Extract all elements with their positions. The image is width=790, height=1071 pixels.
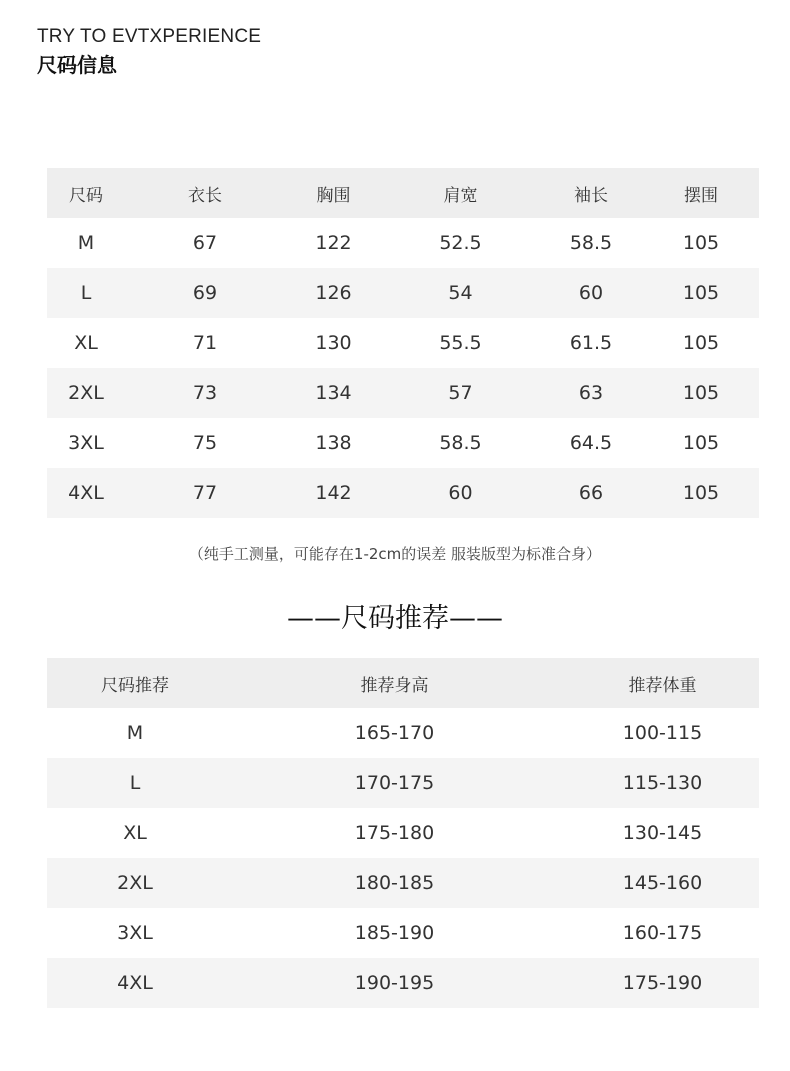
table-cell: 52.5 — [439, 232, 482, 254]
table-cell: 64.5 — [569, 432, 613, 454]
table-cell: 105 — [682, 432, 720, 454]
table-cell: 138 — [315, 432, 352, 454]
table-cell: 180-185 — [354, 872, 435, 894]
table-cell: 75 — [192, 432, 218, 454]
table-cell: L — [80, 282, 92, 304]
table-cell: 130 — [315, 332, 352, 354]
size-recommend-title: ——尺码推荐—— — [287, 603, 503, 634]
table-cell: M — [77, 232, 95, 254]
size-recommend-table — [47, 658, 759, 1008]
table-cell: 69 — [192, 282, 218, 304]
table-cell: 105 — [682, 332, 720, 354]
table-cell: 57 — [448, 382, 473, 404]
table-cell: 170-175 — [354, 772, 435, 794]
column-header-chest: 胸围 — [316, 185, 351, 206]
table-cell: 77 — [192, 482, 218, 504]
table-cell: XL — [74, 332, 98, 354]
table-cell: 105 — [682, 382, 720, 404]
column-header-recommended-weight: 推荐体重 — [628, 675, 697, 696]
table-cell: 190-195 — [354, 972, 435, 994]
table-row — [47, 858, 759, 908]
table-cell: 100-115 — [622, 722, 703, 744]
table-row — [47, 318, 759, 368]
table-cell: 175-180 — [354, 822, 435, 844]
table-cell: 61.5 — [569, 332, 613, 354]
table-cell: 2XL — [117, 872, 153, 894]
table-cell: 105 — [682, 482, 720, 504]
table-cell: XL — [123, 822, 147, 844]
brand-name: TRY TO EVTXPERIENCE — [37, 26, 262, 47]
table-cell: 63 — [578, 382, 604, 404]
page-title: 尺码信息 — [37, 53, 117, 77]
table-cell: 160-175 — [622, 922, 703, 944]
table-cell: 2XL — [68, 382, 104, 404]
table-row — [47, 368, 759, 418]
table-cell: 67 — [192, 232, 218, 254]
column-header-recommended-size: 尺码推荐 — [101, 675, 169, 696]
table-cell: 4XL — [117, 972, 153, 994]
table-header-row — [47, 658, 759, 708]
table-cell: 126 — [315, 282, 352, 304]
table-cell: 175-190 — [622, 972, 703, 994]
table-row — [47, 268, 759, 318]
table-cell: 145-160 — [622, 872, 703, 894]
table-cell: 142 — [315, 482, 352, 504]
table-cell: 73 — [192, 382, 218, 404]
table-cell: 130-145 — [622, 822, 703, 844]
table-cell: M — [126, 722, 144, 744]
table-cell: 71 — [192, 332, 218, 354]
table-cell: 165-170 — [354, 722, 435, 744]
table-cell: 115-130 — [622, 772, 703, 794]
table-cell: 60 — [578, 282, 604, 304]
table-cell: 54 — [448, 282, 473, 304]
table-cell: 105 — [682, 232, 720, 254]
table-cell: 55.5 — [439, 332, 482, 354]
size-info-table — [47, 168, 759, 518]
table-cell: 58.5 — [569, 232, 613, 254]
column-header-shoulder: 肩宽 — [443, 185, 478, 206]
table-row — [47, 418, 759, 468]
table-cell: 122 — [315, 232, 352, 254]
column-header-hem: 摆围 — [684, 185, 718, 206]
table-cell: 3XL — [117, 922, 153, 944]
table-cell: 134 — [315, 382, 352, 404]
column-header-length: 衣长 — [188, 185, 222, 206]
table-cell: 4XL — [68, 482, 104, 504]
table-cell: 66 — [578, 482, 604, 504]
table-header-row — [47, 168, 759, 218]
column-header-size: 尺码 — [69, 185, 103, 206]
table-row — [47, 708, 759, 758]
table-row — [47, 908, 759, 958]
table-row — [47, 468, 759, 518]
table-cell: 185-190 — [354, 922, 435, 944]
table-cell: 60 — [448, 482, 473, 504]
table-cell: 3XL — [68, 432, 104, 454]
table-cell: L — [129, 772, 141, 794]
column-header-sleeve: 袖长 — [574, 185, 608, 206]
table-row — [47, 218, 759, 268]
table-row — [47, 808, 759, 858]
table-cell: 58.5 — [439, 432, 482, 454]
table-row — [47, 758, 759, 808]
measurement-note: （纯手工测量，可能存在1-2cm的误差 服装版型为标准合身） — [188, 545, 602, 563]
table-cell: 105 — [682, 282, 720, 304]
table-row — [47, 958, 759, 1008]
column-header-recommended-height: 推荐身高 — [360, 675, 429, 696]
